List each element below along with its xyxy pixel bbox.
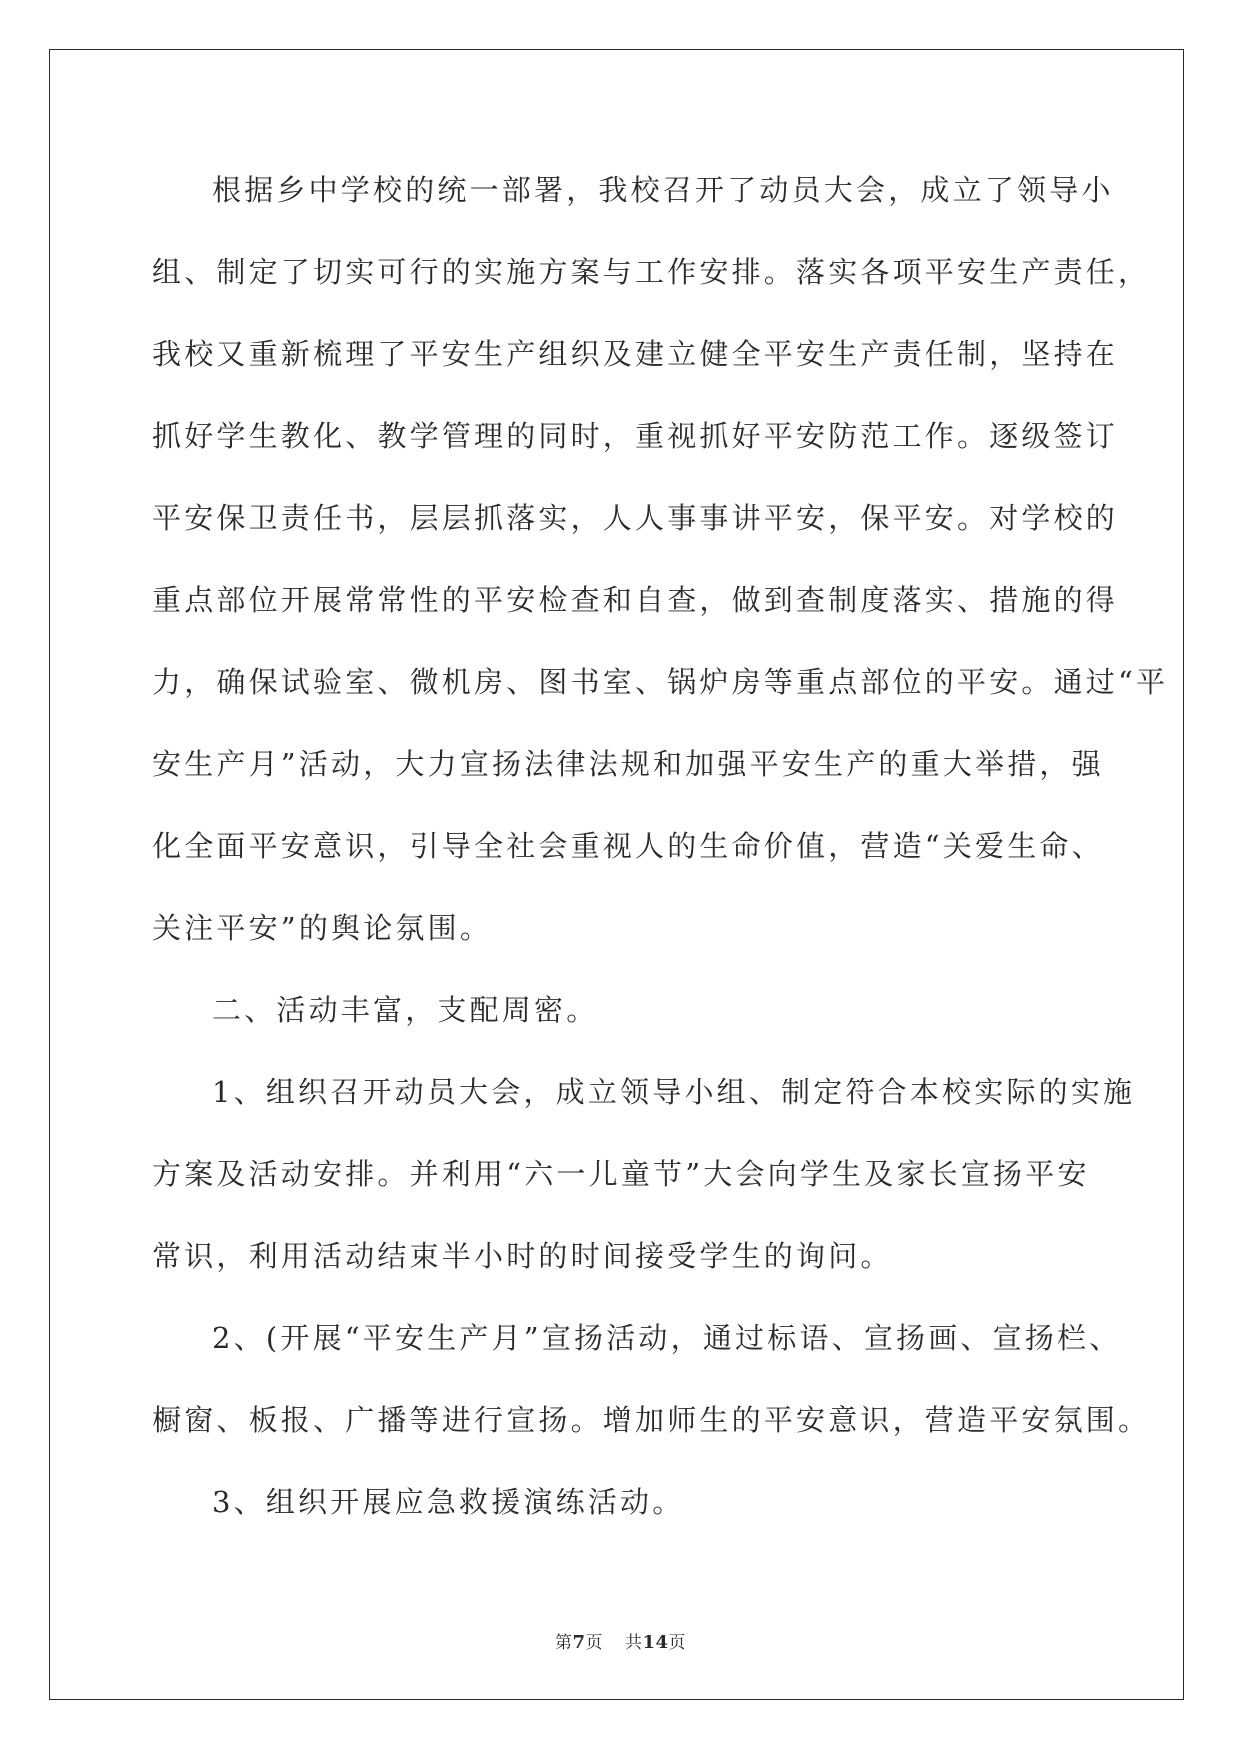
page-unit: 页: [585, 1633, 603, 1653]
list-item-line: 方案及活动安排。并利用“六一儿童节”大会向学生及家长宣扬平安: [152, 1157, 1090, 1191]
page-total: 14: [642, 1632, 669, 1653]
list-item-line: 常识，利用活动结束半小时的时间接受学生的询问。: [152, 1239, 893, 1273]
paragraph-line: 关注平安”的舆论氛围。: [152, 911, 493, 945]
page-current: 7: [572, 1632, 586, 1653]
paragraph-line: 化全面平安意识，引导全社会重视人的生命价值，营造“关爱生命、: [152, 829, 1104, 863]
paragraph-line: 重点部位开展常常性的平安检查和自查，做到查制度落实、措施的得: [152, 583, 1119, 617]
paragraph-line: 力，确保试验室、微机房、图书室、锅炉房等重点部位的平安。通过“平: [152, 665, 1169, 699]
total-prefix: 共: [624, 1633, 643, 1653]
document-body: [152, 159, 1169, 1553]
page-footer: [0, 1628, 1241, 1653]
paragraph-line: 组、制定了切实可行的实施方案与工作安排。落实各项平安生产责任，: [152, 255, 1151, 289]
paragraph-line: 我校又重新梳理了平安生产组织及建立健全平安生产责任制，坚持在: [152, 337, 1119, 371]
total-unit: 页: [668, 1633, 687, 1653]
section-heading: 二、活动丰富，支配周密。: [212, 993, 599, 1027]
list-item-line: 1、组织召开动员大会，成立领导小组、制定符合本校实际的实施: [212, 1075, 1136, 1109]
list-item-line: 橱窗、板报、广播等进行宣扬。增加师生的平安意识，营造平安氛围。: [152, 1403, 1151, 1437]
paragraph-line: 安生产月”活动，大力宣扬法律法规和加强平安生产的重大举措，强: [152, 747, 1104, 781]
list-item-line: 3、组织开展应急救援演练活动。: [212, 1485, 685, 1519]
paragraph-line: 抓好学生教化、教学管理的同时，重视抓好平安防范工作。逐级签订: [152, 419, 1119, 453]
list-item-line: 2、(开展“平安生产月”宣扬活动，通过标语、宣扬画、宣扬栏、: [212, 1321, 1122, 1355]
paragraph-line: 根据乡中学校的统一部署，我校召开了动员大会，成立了领导小: [212, 173, 1114, 207]
page-prefix: 第: [554, 1633, 573, 1653]
paragraph-line: 平安保卫责任书，层层抓落实，人人事事讲平安，保平安。对学校的: [152, 501, 1119, 535]
